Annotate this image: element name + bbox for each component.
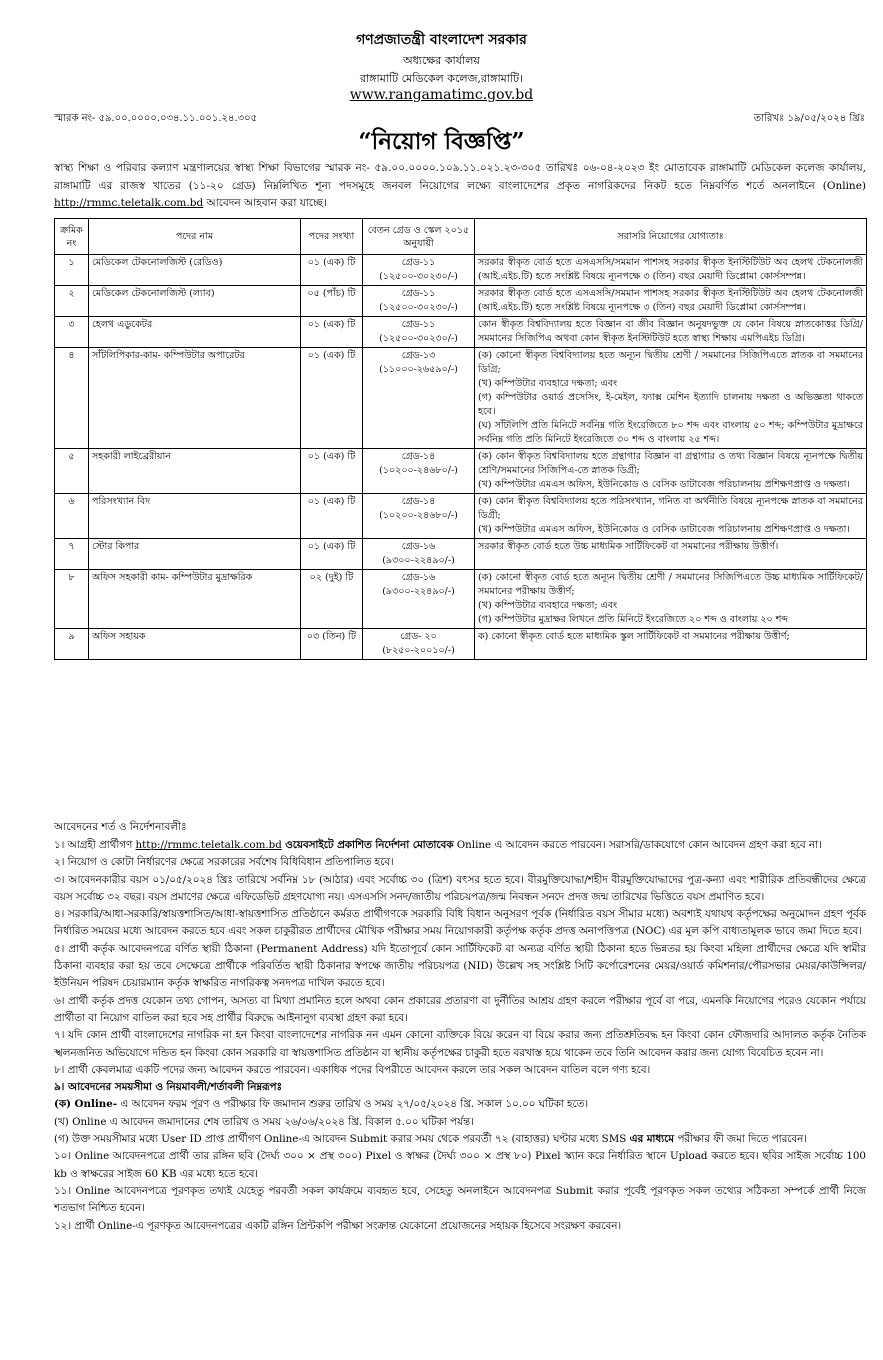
header-serial: ক্রমিক নং — [55, 219, 89, 255]
table-row — [55, 570, 867, 629]
qualification-line: (গ) কম্পিউটার ওয়ার্ড প্রসেসিং, ই-মেইল, ফ্যাক্স মেশিন ইত্যাদি চালনায় দক্ষতা ও অভিজ্ঞতা থাকতে হবে। — [478, 392, 863, 417]
condition-12: ১২। প্রার্থী Online-এ পূরণকৃত আবেদনপত্রের একটি রঙ্গিন প্রিন্টকপি পরীক্ষা সংক্রান্ত যেকোনো প্রয়োজনের সহায়ক হিসেবে সংরক্ষণ করবেন। — [54, 1219, 622, 1232]
cell-serial: ৩ — [55, 317, 89, 348]
pay-scale: (১০২০০-২৪৬৮০/-) — [379, 465, 458, 476]
condition-3: ৩। আবেদনকারীর বয়স ০১/০৫/২০২৪ খ্রিঃ তারিখে সর্বনিম্ন ১৮ (আঠার) এবং সর্বোচ্চ ৩০ (ত্রিশ) বৎসর হতে হবে। বীরমুক্তিযোদ্ধা/শহীদ বীরমুক্তিযোদ্ধাদের পুত্র-কন্যা এবং শারীরিক প্রতিবন্ধীদের ক্ষেত্রে বয়স সর্বোচ্চ ৩২ বছর। বয়স প্রমাণের ক্ষেত্রে এফিডেভিট গ্রহণযোগ্য নয়। এসএসসি সনদ/জাতীয় পরিচয়পত্র/জন্ম নিবন্ধন সনদে প্রদত্ত জন্ম তারিখের ভিত্তিতে বয়স প্রমাণিত হবে। — [54, 873, 866, 903]
grade-label: গ্রেড-১৩ — [401, 350, 436, 361]
grade-label: গ্রেড-১১ — [401, 257, 436, 268]
cell-post-count: ০৩ (তিন) টি — [301, 629, 363, 660]
application-link[interactable]: http://rmmc.teletalk.com.bd — [54, 197, 204, 209]
qualification-line: (ঘ) সাঁটলিপি প্রতি মিনিটে সর্বনিম্ন গতি ইংরেজিতে ৮০ শব্দ এবং বাংলায় ৫০ শব্দ; কম্পিউটার মুদ্রাক্ষরে সর্বনিম্ন গতি প্রতি মিনিটে ইংরেজিতে ৩০ শব্দ ও বাংলায় ২৫ শব্দ। — [478, 420, 863, 445]
condition-5: ৫। প্রার্থী কর্তৃক আবেদনপত্রে বর্ণিত স্থায়ী ঠিকানা (Permanent Address) যদি ইতোপূর্বে কোন সার্টিফিকেট বা অন্যত্র বর্ণিত স্থায়ী ঠিকানা হতে ভিন্নতর হয় কিংবা মহিলা প্রার্থীদের ক্ষেত্রে যদি স্বামীর ঠিকানা ব্যবহার করা হয় তবে সেক্ষেত্রে প্রার্থীকে পরিবর্তিত স্থায়ী ঠিকানার স্বপক্ষে জাতীয় পরিচয়পত্র (NID) উল্লেখ সহ সংশ্লিষ্ট সিটি কর্পোরেশনের মেয়র/ওয়ার্ড কমিশনার/পৌরসভার মেয়র/কাউন্সিলর/ইউনিয়ন পরিষদ চেয়ারম্যান কর্তৃক স্বাক্ষরিত নাগরিকত্ব সনদপত্র দাখিল করতে হবে। — [54, 942, 866, 990]
header-qualification: সরাসরি নিয়োগের যোগ্যতাঃ — [475, 219, 867, 255]
conditions-heading: আবেদনের শর্ত ও নির্দেশনাবলীঃ — [54, 821, 187, 833]
pay-scale: (১২৫০০-৩০২৩০/-) — [379, 271, 458, 282]
cell-serial: ৬ — [55, 494, 89, 539]
government-name: গণপ্রজাতন্ত্রী বাংলাদেশ সরকার — [356, 32, 527, 48]
qualification-line: (খ) কম্পিউটার ব্যবহারে দক্ষতা; এবং — [478, 600, 618, 611]
grade-label: গ্রেড-১১ — [401, 319, 436, 330]
qualification-line: সরকার স্বীকৃত বোর্ড হতে উচ্চ মাধ্যমিক সার্টিফিকেট বা সমমানের পরীক্ষায় উত্তীর্ণ। — [478, 541, 779, 552]
cell-grade — [363, 570, 475, 629]
pay-scale: (১২৫০০-৩০২৩০/-) — [379, 302, 458, 313]
cell-qualification — [475, 286, 867, 317]
cell-serial: ৫ — [55, 449, 89, 494]
cell-grade — [363, 317, 475, 348]
cell-qualification — [475, 348, 867, 449]
table-row — [55, 629, 867, 660]
condition-11: ১১। Online আবেদনপত্রে পূরণকৃত তথ্যই যেহেতু পরবর্তী সকল কার্যক্রমে ব্যবহৃত হবে, সেহেতু অনলাইনে আবেদনপত্র Submit করার পূর্বেই পূরণকৃত সকল তথ্যের সঠিকতা সম্পর্কে প্রার্থী নিজে শতভাগ নিশ্চিত হবেন। — [54, 1184, 866, 1215]
qualification-line: (খ) কম্পিউটার এমএস অফিস, ইউনিকোড ও বেসিক ডাটাবেজ পরিচালনায় প্রশিক্ষণপ্রাপ্ত ও দক্ষতা। — [478, 479, 850, 490]
table-row — [55, 539, 867, 570]
qualification-line: সরকার স্বীকৃত বোর্ড হতে এসএসসি/সমমান পাশসহ সরকার স্বীকৃত ইনস্টিটিউট অব হেলথ টেকনোলজী (আই.এইচ.টি) হতে সংশ্লিষ্ট বিষয়ে ন্যূনপক্ষে ৩ (তিন) বছর মেয়াদী ডিপ্লোমা কোর্সসম্পন্ন। — [478, 288, 863, 313]
cell-post-name: অফিস সহকারী কাম- কম্পিউটার মুদ্রাক্ষরিক — [89, 570, 301, 629]
pay-scale: (১১০০০-২৬৫৯০/-) — [379, 364, 458, 375]
table-row — [55, 348, 867, 449]
teletalk-link[interactable]: http://rmmc.teletalk.com.bd — [135, 839, 282, 851]
grade-label: গ্রেড-১৪ — [401, 451, 436, 462]
condition-9b: (খ) Online এ আবেদন জমাদানের শেষ তারিখ ও সময় ২৬/০৬/২০২৪ খ্রি. বিকাল ৫.০০ ঘটিকা পর্যন্ত। — [54, 1115, 474, 1128]
college-name: রাঙ্গামাটি মেডিকেল কলেজ,রাঙ্গামাটি। — [359, 72, 524, 85]
conditions-list — [54, 837, 866, 1235]
header-grade: বেতন গ্রেড ও স্কেল ২০১৫ অনুযায়ী — [363, 219, 475, 255]
pay-scale: (৯৩০০-২২৪৯০/-) — [382, 586, 455, 597]
qualification-line: (খ) কম্পিউটার ব্যবহারে দক্ষতা; এবং — [478, 378, 618, 389]
cell-post-count: ০২ (দুই) টি — [301, 570, 363, 629]
pay-scale: (৮২৫০-২০০১০/-) — [382, 645, 455, 656]
condition-4: ৪। সরকারি/আধা-সরকারি/স্বায়ত্তশাসিত/আধা-স্বায়ত্তশাসিত প্রতিষ্ঠানে কর্মরত প্রার্থীগণকে সরকারি বিধি বিধান অনুসরণ পূর্বক (নির্ধারিত বয়স সীমার মধ্যে) অবশ্যই যথাযথ কর্তৃপক্ষের অনুমোদন গ্রহণ পূর্বক নির্ধারিত সময়ের মধ্যে আবেদন করতে হবে এবং সকল চাকুরীরত প্রার্থীদের মৌখিক পরীক্ষার সময় নিয়োগকারী কর্তৃপক্ষ কর্তৃক প্রদত্ত অনাপত্তিপত্র (NOC) এর মূল কপি বাধ্যতামূলক ভাবে জমা দিতে হবে। — [54, 908, 866, 938]
cell-post-name: স্টোর কিপার — [89, 539, 301, 570]
website-link[interactable]: www.rangamatimc.gov.bd — [349, 87, 534, 103]
table-row — [55, 449, 867, 494]
grade-label: গ্রেড-১৪ — [401, 496, 436, 507]
condition-1: ১। আগ্রহী প্রার্থীগণ http://rmmc.teletalk.com.bd ওয়েবসাইটে প্রকাশিত নির্দেশনা মোতাবেক Online এ আবেদন করতে পারবেন। সরাসরি/ডাকযোগে কোন আবেদন গ্রহণ করা হবে না। — [54, 839, 822, 851]
cell-serial: ৭ — [55, 539, 89, 570]
cell-post-count: ০১ (এক) টি — [301, 348, 363, 449]
condition-9c: (গ) উক্ত সময়সীমার মধ্যে User ID প্রাপ্ত প্রার্থীগণ Online-এ আবেদন Submit করার সময় থেকে পরবর্তী ৭২ (বাহাত্তর) ঘণ্টার মধ্যে SMS এর মাধ্যমে পরীক্ষার ফী জমা দিতে পারবেন। — [54, 1133, 807, 1146]
cell-post-name: মেডিকেল টেকনোলজিস্ট (রেডিও) — [89, 255, 301, 286]
cell-grade — [363, 494, 475, 539]
cell-post-name: পরিসংখ্যান বিদ — [89, 494, 301, 539]
cell-grade — [363, 286, 475, 317]
cell-post-count: ০১ (এক) টি — [301, 449, 363, 494]
cell-qualification — [475, 317, 867, 348]
cell-post-count: ০১ (এক) টি — [301, 255, 363, 286]
cell-grade — [363, 629, 475, 660]
condition-8: ৮। প্রার্থী কেবলমাত্র একটি পদের জন্য আবেদন করতে পারবেন। একাধিক পদের বিপরীতে আবেদন করলে তার সকল আবেদন বাতিল বলে গণ্য হবে। — [54, 1063, 651, 1076]
pay-scale: (১০২০০-২৪৬৮০/-) — [379, 510, 458, 521]
page-title: “নিয়োগ বিজ্ঞপ্তি” — [358, 128, 525, 155]
qualification-line: (ক) কোনো স্বীকৃত বিশ্ববিদ্যালয় হতে অন্যূন দ্বিতীয় শ্রেণী / সমমানের সিজিপিএতে স্নাতক বা সমমানের ডিগ্রি; — [478, 350, 863, 375]
qualification-line: (ক) কোনো স্বীকৃত বোর্ড হতে অন্যূন দ্বিতীয় শ্রেণী / সমমানের সিজিপিএতে উচ্চ মাধ্যমিক সার্টিফিকেট/সমমানের পরীক্ষায় উত্তীর্ণ; — [478, 572, 863, 597]
grade-label: গ্রেড- ২০ — [400, 631, 437, 642]
condition-9: ৯। আবেদনের সময়সীমা ও নিয়মাবলী/শর্তাবলী নিম্নরূপঃ — [54, 1081, 283, 1094]
memo-number: স্মারক নং- ৫৯.০০.০০০০.০৩৪.১১.০০১.২৪.৩০৫ — [54, 113, 258, 124]
cell-qualification — [475, 629, 867, 660]
condition-10: ১০। Online আবেদনপত্রে প্রার্থী তার রঙ্গিন ছবি (দৈর্ঘ্য ৩০০ × প্রস্থ ৩০০) Pixel ও স্বাক্ষর (দৈর্ঘ্য ৩০০ × প্রস্থ ৮০) Pixel স্ক্যান করে নির্ধারিত স্থানে Upload করতে হবে। ছবির সাইজ সর্বোচ্চ 100 kb ও স্বাক্ষরের সাইজ 60 KB এর মধ্যে হতে হবে। — [54, 1150, 866, 1180]
cell-qualification — [475, 449, 867, 494]
issue-date: তারিখঃ ১৯/০৫/২০২৪ খ্রিঃ — [753, 113, 865, 124]
table-row — [55, 255, 867, 286]
condition-9a: (ক) Online- এ আবেদন ফরম পূরণ ও পরীক্ষার ফি জমাদান শুরুর তারিখ ও সময় ২৭/০৫/২০২৪ খ্রি. সকাল ১০.০০ ঘটিকা হতে। — [54, 1098, 588, 1111]
qualification-line: কোন স্বীকৃত বিশ্ববিদ্যালয় হতে বিজ্ঞান বা জীব বিজ্ঞান অনুষদভুক্ত যে কোন বিষয়ে স্নাতকোত্তর ডিগ্রি/সমমানের সিজিপিএ অথবা কোন স্বীকৃত ইনস্টিটিউট হতে স্বাস্থ্য শিক্ষায় এমপিএইচ ডিগ্রি। — [478, 319, 863, 344]
cell-post-name: সাঁটলিপিকার-কাম- কম্পিউটার অপারেটর — [89, 348, 301, 449]
table-row — [55, 494, 867, 539]
condition-6: ৬। প্রার্থী কর্তৃক প্রদত্ত যেকোন তথ্য গোপন, অসত্য বা মিথ্যা প্রমানিত হলে অথবা কোন প্রকারের প্রতারণা বা দুর্নীতির আশ্রয় গ্রহণ করলে পরীক্ষার পূর্বে বা পরে, এমনকি নিয়োগের পরেও যেকোন পর্যায়ে প্রার্থীতা বা নিয়োগ বাতিল করা হবে সহ প্রার্থীর বিরুদ্ধে আইনানুগ ব্যবস্থা গ্রহণ করা হবে। — [54, 994, 866, 1024]
cell-qualification — [475, 570, 867, 629]
cell-post-count: ০১ (এক) টি — [301, 539, 363, 570]
cell-qualification — [475, 494, 867, 539]
qualification-line: (ক) কোন স্বীকৃত বিশ্ববিদ্যালয় হতে গ্রন্থাগার বিজ্ঞান বা গ্রন্থাগার ও তথ্য বিজ্ঞান বিষয়ে ন্যূনপক্ষে দ্বিতীয় শ্রেণি/সমমানের সিজিপিএ-তে স্নাতক ডিগ্রী; — [478, 451, 863, 476]
cell-serial: ২ — [55, 286, 89, 317]
cell-serial: ৪ — [55, 348, 89, 449]
office-name: অধ্যক্ষের কার্যালয় — [403, 54, 480, 67]
cell-grade — [363, 348, 475, 449]
intro-paragraph — [54, 160, 866, 213]
pay-scale: (১২৫০০-৩০২৩০/-) — [379, 333, 458, 344]
cell-grade — [363, 449, 475, 494]
cell-post-name: মেডিকেল টেকনোলজিস্ট (ল্যাব) — [89, 286, 301, 317]
qualification-line: ক) কোনো স্বীকৃত বোর্ড হতে মাধ্যমিক স্কুল সার্টিফিকেট বা সমমানের পরীক্ষায় উত্তীর্ণ; — [478, 631, 790, 642]
cell-post-count: ০১ (এক) টি — [301, 494, 363, 539]
cell-grade — [363, 255, 475, 286]
cell-serial: ১ — [55, 255, 89, 286]
vacancy-table — [54, 218, 867, 660]
table-row — [55, 286, 867, 317]
condition-2: ২। নিয়োগ ও কোটা নির্ধারণের ক্ষেত্রে সরকারের সর্বশেষ বিধিবিধান প্রতিপালিত হবে। — [54, 856, 394, 869]
cell-qualification — [475, 255, 867, 286]
header-count: পদের সংখ্যা — [301, 219, 363, 255]
cell-post-name: হেলথ এডুকেটর — [89, 317, 301, 348]
grade-label: গ্রেড-১৬ — [401, 572, 436, 583]
qualification-line: (ক) কোন স্বীকৃত বিশ্ববিদ্যালয় হতে পরিসংখ্যান, গনিত বা অর্থনীতি বিষয়ে ন্যূনপক্ষে স্নাতক বা সমমানের ডিগ্রী; — [478, 496, 863, 521]
cell-serial: ৮ — [55, 570, 89, 629]
intro-text: স্বাস্থ্য শিক্ষা ও পরিবার কল্যাণ মন্ত্রণালয়ের স্বাস্থ্য শিক্ষা বিভাগের স্মারক নং- ৫৯.০০.০০০০.১০৯.১১.০২১.২৩-৩০৫ তারিখঃ ০৬-০৪-২০২৩ ইং মোতাবেক রাঙ্গামাটি মেডিকেল কলেজ কার্যালয়, রাঙ্গামাটি এর রাজস্ব খাতের (১১-২০ গ্রেড) নিম্নলিখিত শূন্য পদসমূহে জনবল নিয়োগের লক্ষ্যে বাংলাদেশের প্রকৃত নাগরিকদের নিকট হতে নিম্নবর্ণিত শর্তে অনলাইনে (Online) — [54, 162, 866, 192]
qualification-line: সরকার স্বীকৃত বোর্ড হতে এসএসসি/সমমান পাশসহ সরকার স্বীকৃত ইনস্টিটিউট অব হেলথ টেকনোলজী (আই.এইচ.টি) হতে সংশ্লিষ্ট বিষয়ে ন্যূনপক্ষে ৩ (তিন) বছর মেয়াদী ডিপ্লোমা কোর্সসম্পন্ন। — [478, 257, 863, 282]
condition-7: ৭। যদি কোন প্রার্থী বাংলাদেশের নাগরিক না হন কিংবা বাংলাদেশের নাগরিক নন এমন কোনো ব্যক্তিকে বিয়ে করেন বা বিয়ে করার জন্য প্রতিশ্রুতিবদ্ধ হন কিংবা কোন ফৌজদারি আদালত কর্তৃক নৈতিক স্খলনজনিত অভিযোগে দন্ডিত হন কিংবা কোন সরকারি বা স্বায়ত্তশাসিত প্রতিষ্ঠান বা স্থানীয় কর্তৃপক্ষের চাকুরী হতে বরখাস্ত হয়ে থাকেন তবে তিনি আবেদন করার জন্য যোগ্য বিবেচিত হবেন না। — [54, 1029, 866, 1059]
intro-text-end: আবেদন আহবান করা যাচ্ছে। — [206, 197, 327, 209]
qualification-line: (গ) কম্পিউটার মুদ্রাক্ষর লিখনে প্রতি মিনিটে ইংরেজিতে ২০ শব্দ ও বাংলায় ২০ শব্দ — [478, 614, 788, 625]
cell-post-count: ০১ (এক) টি — [301, 317, 363, 348]
grade-label: গ্রেড-১১ — [401, 288, 436, 299]
cell-post-name: সহকারী লাইব্রেরীয়ান — [89, 449, 301, 494]
header-post: পদের নাম — [89, 219, 301, 255]
pay-scale: (৯৩০০-২২৪৯০/-) — [382, 555, 455, 566]
table-row — [55, 317, 867, 348]
grade-label: গ্রেড-১৬ — [401, 541, 436, 552]
cell-post-count: ০৫ (পাঁচ) টি — [301, 286, 363, 317]
cell-grade — [363, 539, 475, 570]
qualification-line: (খ) কম্পিউটার এমএস অফিস, ইউনিকোড ও বেসিক ডাটাবেজ পরিচালনায় প্রশিক্ষণপ্রাপ্ত ও দক্ষতা। — [478, 524, 850, 535]
cell-post-name: অফিস সহায়ক — [89, 629, 301, 660]
cell-serial: ৯ — [55, 629, 89, 660]
cell-qualification — [475, 539, 867, 570]
